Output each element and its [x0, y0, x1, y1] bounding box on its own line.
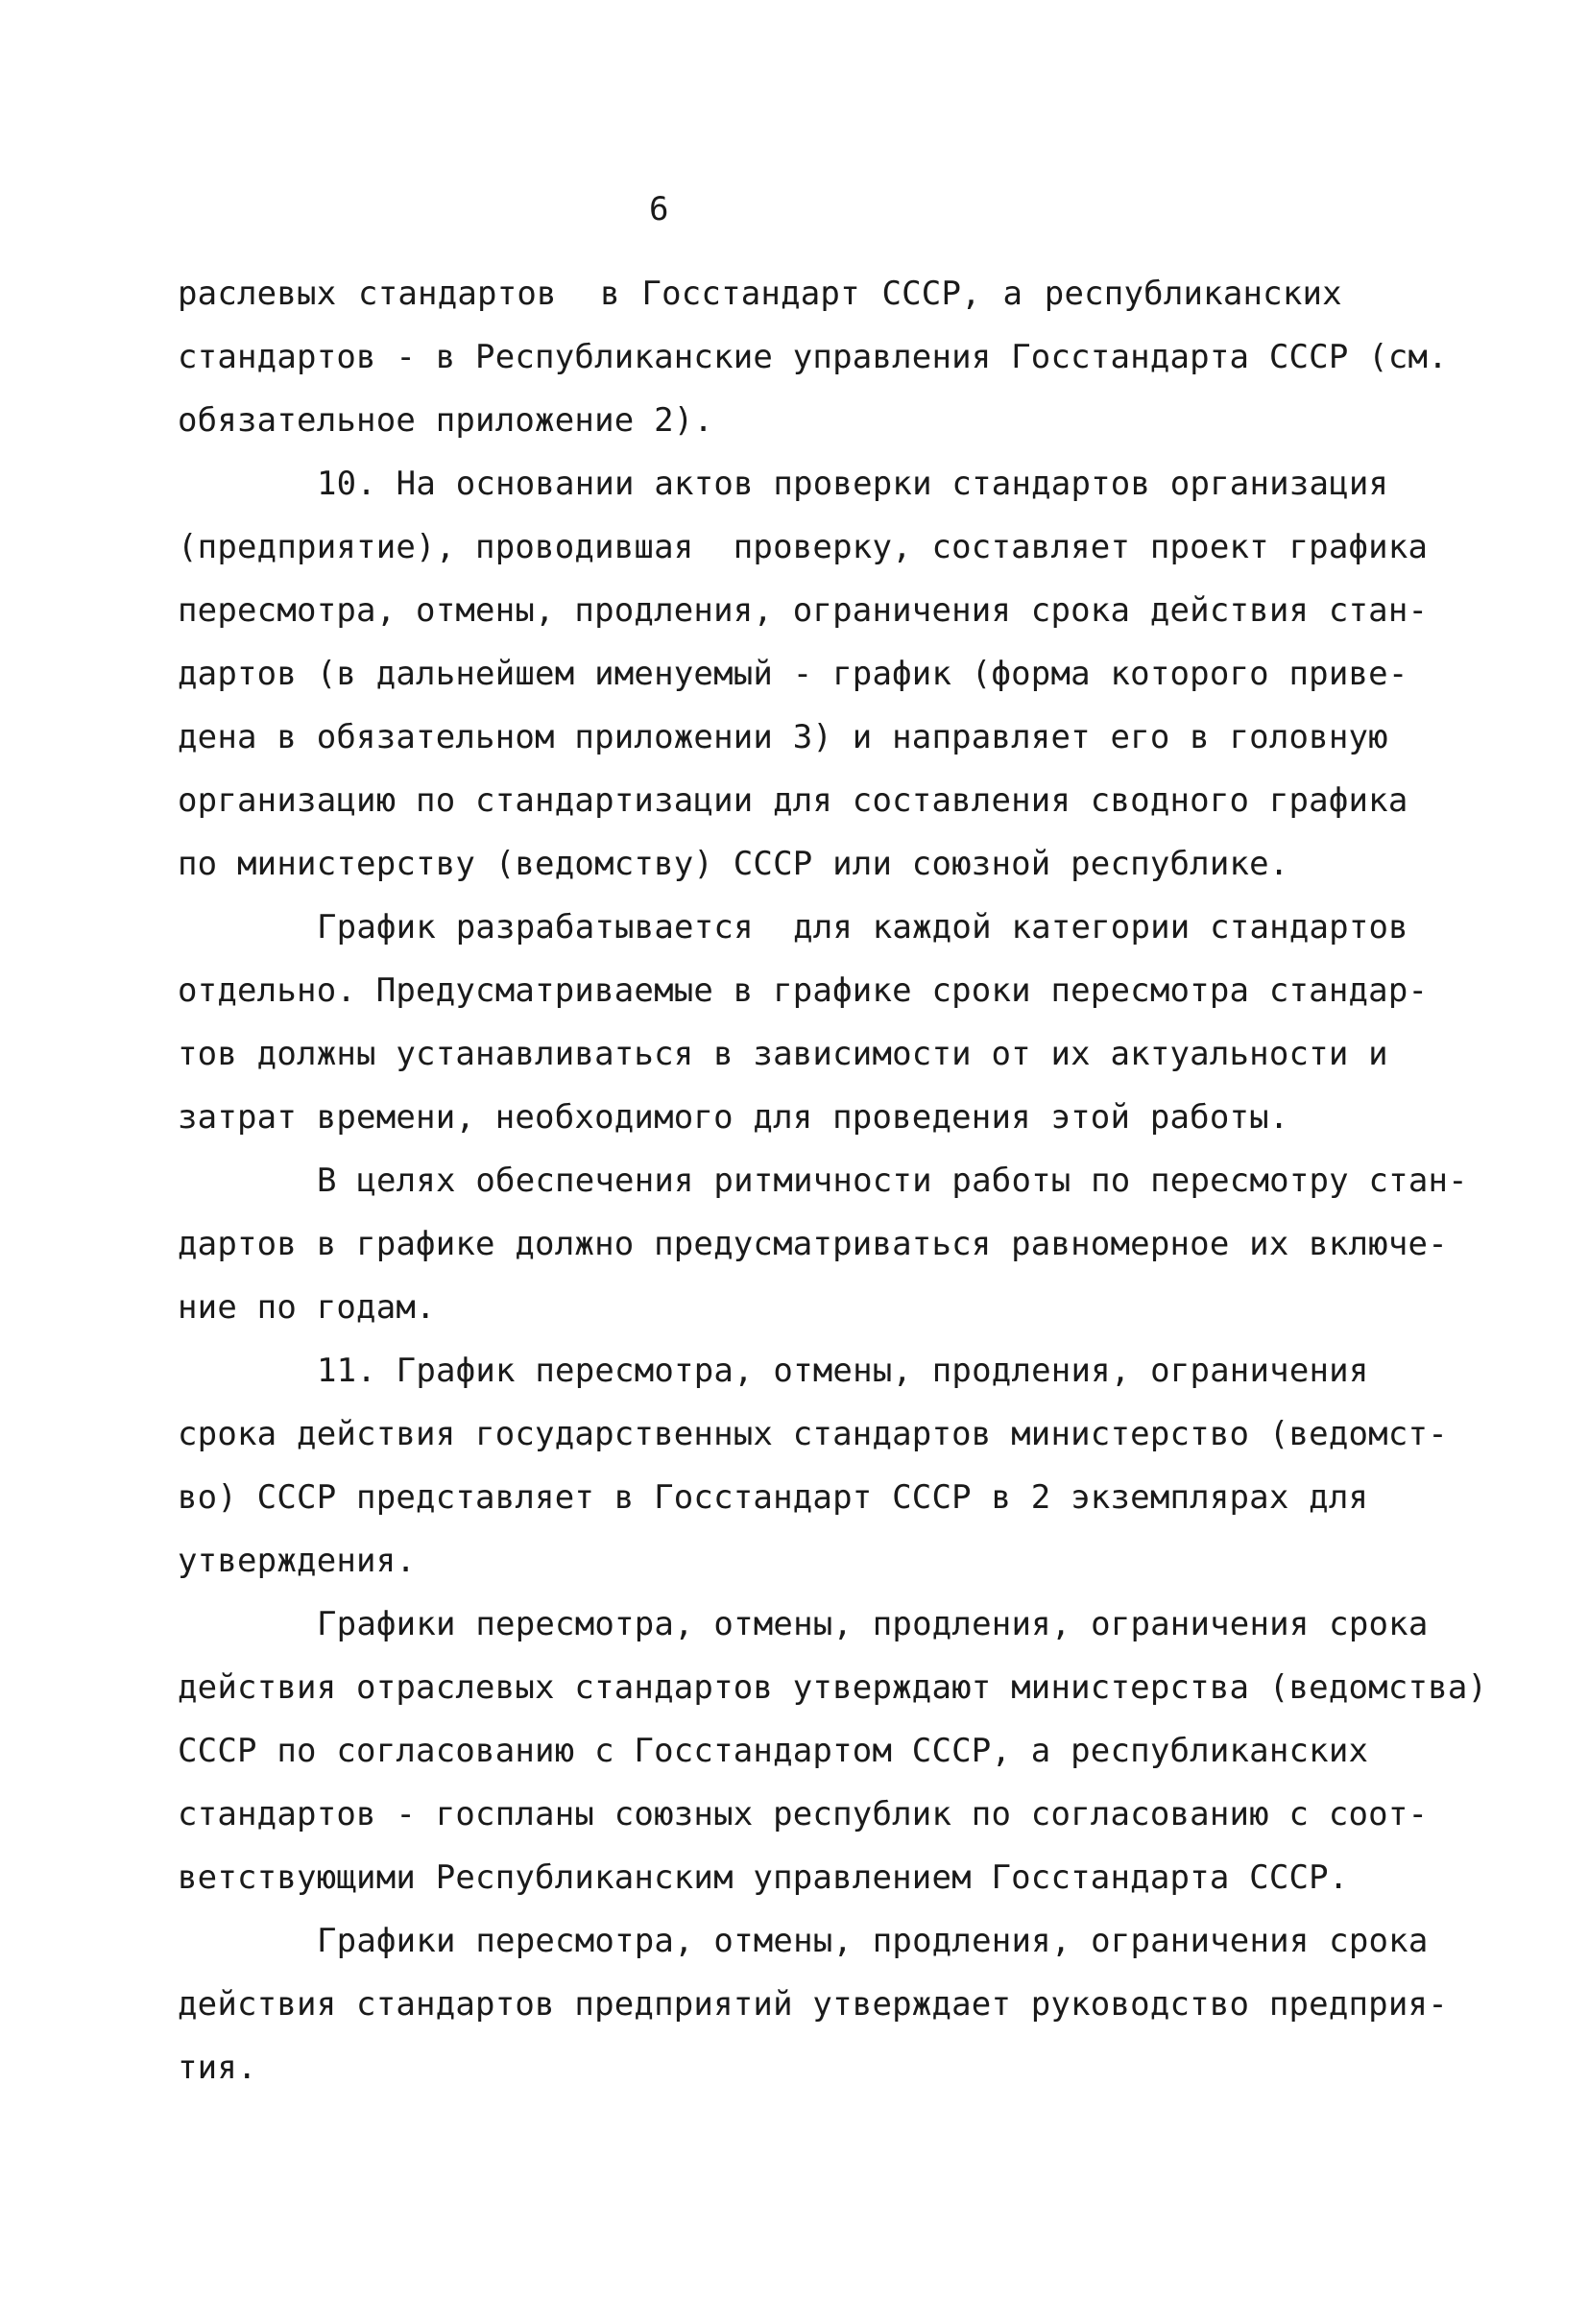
text-line: раслевых стандартов в Госстандарт СССР, а республиканских [178, 275, 1342, 313]
text-line: стандартов - в Республиканские управления Госстандарта СССР (см. [178, 338, 1448, 376]
paragraph-start: Графики пересмотра, отмены, продления, ограничения срока [317, 1922, 1429, 1960]
text-line: стандартов - госпланы союзных республик по согласованию с соот- [178, 1795, 1429, 1833]
text-line: ние по годам. [178, 1288, 436, 1327]
paragraph-start: В целях обеспечения ритмичности работы по пересмотру стан- [317, 1162, 1468, 1200]
paragraph-start: 10. На основании актов проверки стандартов организация [317, 465, 1389, 503]
text-line: тов должны устанавливаться в зависимости от их актуальности и [178, 1035, 1388, 1073]
text-line: срока действия государственных стандартов министерство (ведомст- [178, 1415, 1448, 1453]
text-line: пересмотра, отмены, продления, ограничения срока действия стан- [178, 591, 1429, 630]
text-line: действия стандартов предприятий утверждает руководство предприя- [178, 1985, 1448, 2024]
text-line: затрат времени, необходимого для проведения этой работы. [178, 1098, 1289, 1137]
text-line: организацию по стандартизации для составления сводного графика [178, 781, 1408, 820]
page-number: 6 [649, 190, 669, 228]
text-line: по министерству (ведомству) СССР или союзной республике. [178, 845, 1289, 883]
text-line: дена в обязательном приложении 3) и направляет его в головную [178, 718, 1388, 756]
text-line: СССР по согласованию с Госстандартом СССР, а республиканских [178, 1732, 1369, 1770]
text-line: во) СССР представляет в Госстандарт СССР в 2 экземплярах для [178, 1478, 1369, 1517]
text-line: (предприятие), проводившая проверку, составляет проект графика [178, 528, 1429, 566]
text-line: действия отраслевых стандартов утверждают министерства (ведомства) [178, 1668, 1488, 1707]
text-line: дартов (в дальнейшем именуемый - график (форма которого приве- [178, 655, 1408, 693]
text-line: тия. [178, 2048, 257, 2087]
text-line: отдельно. Предусматриваемые в графике сроки пересмотра стандар- [178, 971, 1429, 1010]
text-line: дартов в графике должно предусматриваться равномерное их включе- [178, 1225, 1448, 1263]
text-line: утверждения. [178, 1542, 417, 1580]
paragraph-start: График разрабатывается для каждой категории стандартов [317, 908, 1408, 946]
paragraph-start: Графики пересмотра, отмены, продления, ограничения срока [317, 1605, 1429, 1643]
paragraph-start: 11. График пересмотра, отмены, продления, ограничения [317, 1352, 1369, 1390]
text-line: ветствующими Республиканским управлением Госстандарта СССР. [178, 1858, 1349, 1897]
text-line: обязательное приложение 2). [178, 401, 714, 440]
